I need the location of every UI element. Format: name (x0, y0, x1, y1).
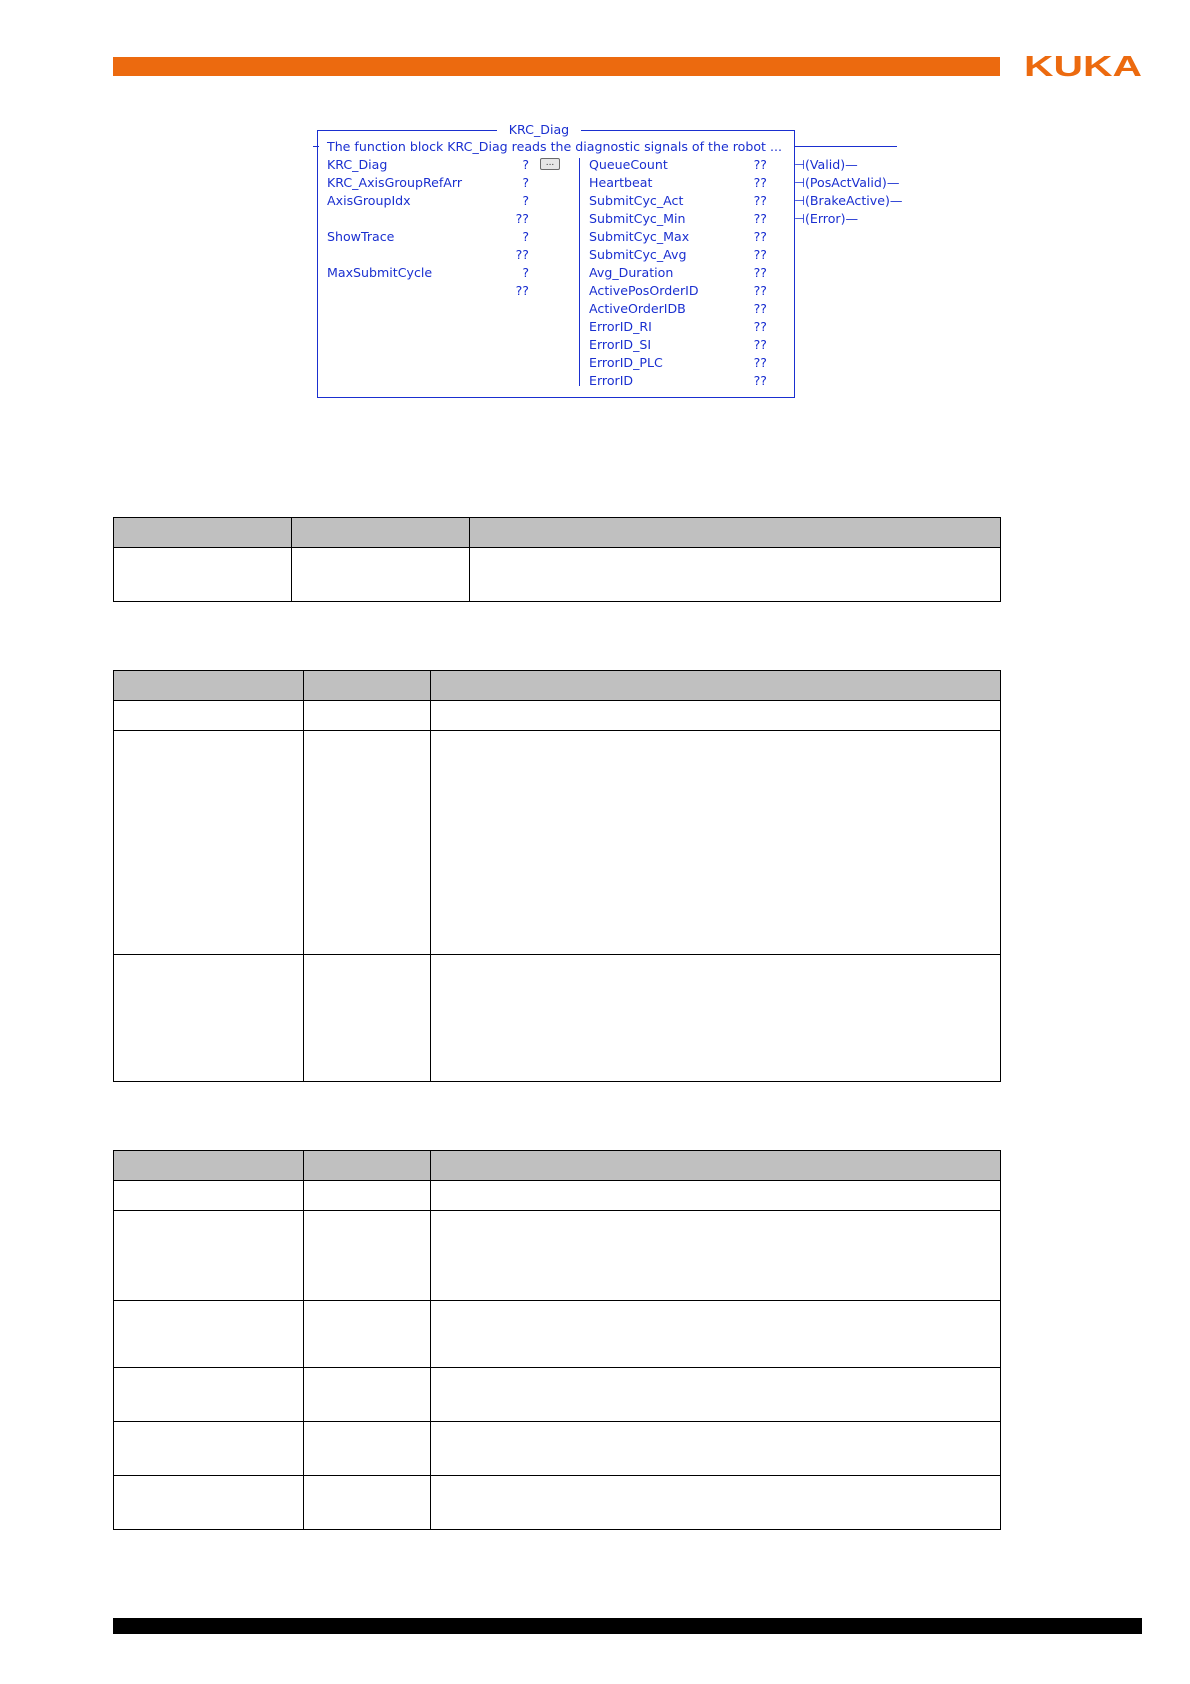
output-pin-value: ?? (753, 355, 767, 370)
table-cell (114, 1368, 304, 1422)
output-pin-name: ActivePosOrderID (589, 283, 699, 298)
output-pin-name: ErrorID_RI (589, 319, 652, 334)
header-cell (431, 1151, 1001, 1181)
table-1 (113, 517, 1001, 602)
table-cell (431, 1301, 1001, 1368)
header-cell (114, 671, 304, 701)
output-pin-value: ?? (753, 211, 767, 226)
table-cell (304, 1422, 431, 1476)
table-header-row (114, 671, 1001, 701)
header-cell (431, 671, 1001, 701)
table-cell (304, 701, 431, 731)
coil-lead: ⊣( (794, 157, 810, 172)
output-pin-name: Avg_Duration (589, 265, 674, 280)
header-cell (114, 518, 292, 548)
table-cell (304, 1181, 431, 1211)
table-cell (431, 1211, 1001, 1301)
coil-tail: )— (881, 175, 900, 190)
table-cell (431, 1181, 1001, 1211)
table-row (114, 1211, 1001, 1301)
pin-divider (579, 158, 580, 386)
output-coil-posactvalid (794, 175, 899, 190)
input-pin-sub-value: ?? (515, 283, 529, 298)
footer-bar (113, 1618, 1142, 1634)
output-pin-name: QueueCount (589, 157, 668, 172)
output-rail (795, 146, 897, 147)
coil-lead: ⊣( (794, 193, 810, 208)
table-row (114, 1301, 1001, 1368)
output-pin-name: ErrorID (589, 373, 634, 388)
table-2 (113, 670, 1001, 1082)
table-3 (113, 1150, 1001, 1530)
input-pin-value[interactable]: ? (522, 157, 529, 172)
input-pin-name: KRC_Diag (327, 157, 388, 172)
table-row (114, 1181, 1001, 1211)
table-cell (304, 731, 431, 955)
output-pin-name: SubmitCyc_Act (589, 193, 684, 208)
header-cell (304, 671, 431, 701)
table-cell (114, 731, 304, 955)
table-cell (431, 731, 1001, 955)
output-pin-value: ?? (753, 193, 767, 208)
coil-lead: ⊣( (794, 211, 810, 226)
function-block-description: The function block KRC_Diag reads the diagnostic signals of the robot ... (327, 139, 782, 154)
kuka-logo (1024, 53, 1142, 78)
table-cell (114, 955, 304, 1082)
table-cell (114, 1301, 304, 1368)
coil-tail: )— (884, 193, 903, 208)
header-cell (304, 1151, 431, 1181)
output-pin-value: ?? (753, 157, 767, 172)
input-pin-sub-value: ?? (515, 247, 529, 262)
table-row (114, 955, 1001, 1082)
output-pin-name: SubmitCyc_Max (589, 229, 690, 244)
output-pin-value: ?? (753, 229, 767, 244)
table-row (114, 731, 1001, 955)
table-cell (431, 1368, 1001, 1422)
header-cell (470, 518, 1001, 548)
input-pin-value[interactable]: ? (522, 265, 529, 280)
function-block-diagram (307, 120, 903, 400)
table-row (114, 1476, 1001, 1530)
coil-label: Error (809, 211, 841, 226)
input-pin-name: KRC_AxisGroupRefArr (327, 175, 463, 190)
coil-lead: ⊣( (794, 175, 810, 190)
header-accent-bar (113, 57, 1000, 76)
table-row (114, 548, 1001, 602)
function-block-frame (317, 130, 795, 398)
input-pin-name: ShowTrace (327, 229, 395, 244)
input-pin-sub-value: ?? (515, 211, 529, 226)
output-pin-name: ErrorID_PLC (589, 355, 663, 370)
table-cell (304, 1368, 431, 1422)
output-coil-brakeactive (794, 193, 903, 208)
table-cell (470, 548, 1001, 602)
table-cell (114, 701, 304, 731)
output-pin-name: SubmitCyc_Avg (589, 247, 687, 262)
table-row (114, 701, 1001, 731)
output-pin-value: ?? (753, 319, 767, 334)
coil-label: Valid (809, 157, 841, 172)
output-coil-valid (794, 157, 858, 172)
browse-button[interactable]: ... (540, 158, 560, 170)
table-cell (114, 548, 292, 602)
output-pin-name: ActiveOrderIDB (589, 301, 686, 316)
input-rail-stub (313, 146, 319, 147)
input-pin-value[interactable]: ? (522, 229, 529, 244)
table-cell (431, 701, 1001, 731)
input-pin-name: AxisGroupIdx (327, 193, 411, 208)
coil-label: BrakeActive (809, 193, 885, 208)
output-pin-value: ?? (753, 301, 767, 316)
coil-label: PosActValid (809, 175, 882, 190)
table-cell (114, 1181, 304, 1211)
output-pin-value: ?? (753, 373, 767, 388)
table-row (114, 1422, 1001, 1476)
output-pin-name: Heartbeat (589, 175, 653, 190)
coil-tail: )— (840, 157, 858, 172)
table-cell (292, 548, 470, 602)
table-cell (114, 1422, 304, 1476)
input-pin-value[interactable]: ? (522, 175, 529, 190)
table-header-row (114, 518, 1001, 548)
table-cell (431, 1422, 1001, 1476)
output-pin-value: ?? (753, 283, 767, 298)
output-pin-value: ?? (753, 175, 767, 190)
table-cell (304, 1301, 431, 1368)
output-pin-value: ?? (753, 247, 767, 262)
table-row (114, 1368, 1001, 1422)
output-pin-name: SubmitCyc_Min (589, 211, 686, 226)
output-pin-value: ?? (753, 337, 767, 352)
header-cell (114, 1151, 304, 1181)
table-header-row (114, 1151, 1001, 1181)
header-cell (292, 518, 470, 548)
svg-text:KUKA: KUKA (1024, 53, 1142, 78)
input-pin-name: MaxSubmitCycle (327, 265, 433, 280)
table-cell (431, 955, 1001, 1082)
input-pin-value[interactable]: ? (522, 193, 529, 208)
table-cell (114, 1211, 304, 1301)
table-cell (304, 955, 431, 1082)
output-coil-error (794, 211, 858, 226)
table-cell (114, 1476, 304, 1530)
output-pin-name: ErrorID_SI (589, 337, 652, 352)
coil-tail: )— (840, 211, 859, 226)
output-pin-value: ?? (753, 265, 767, 280)
table-cell (431, 1476, 1001, 1530)
table-cell (304, 1476, 431, 1530)
table-cell (304, 1211, 431, 1301)
function-block-title: KRC_Diag (497, 122, 581, 137)
